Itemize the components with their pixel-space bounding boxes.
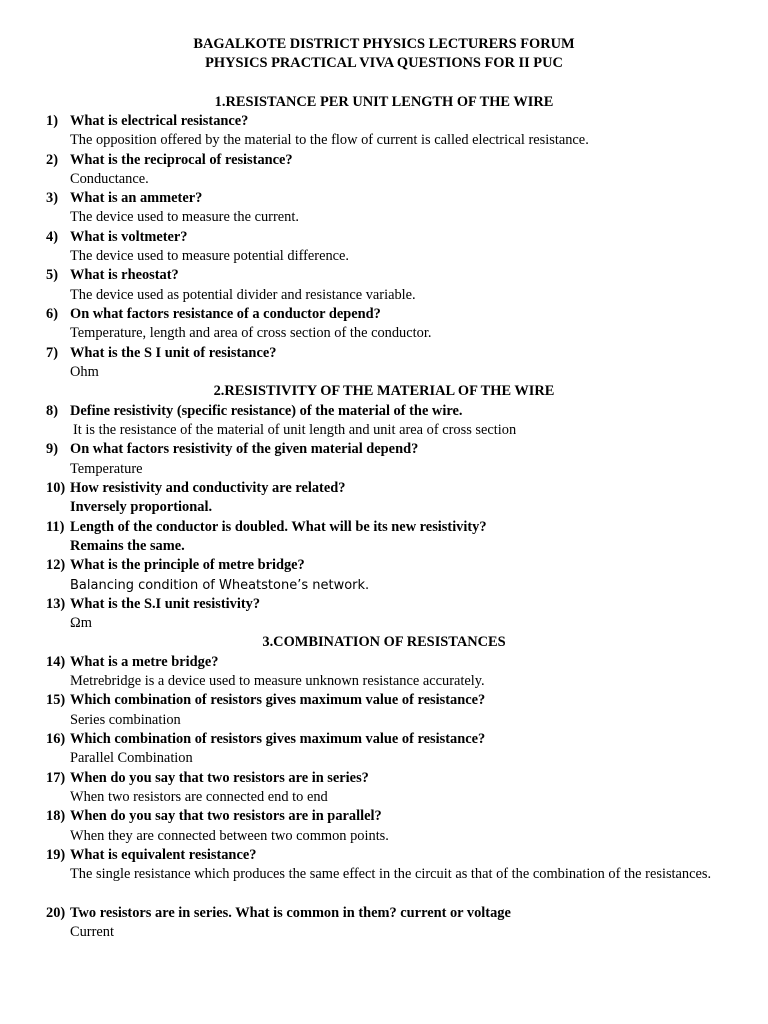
document-subtitle: PHYSICS PRACTICAL VIVA QUESTIONS FOR II PUC: [205, 55, 563, 71]
question-number: 4): [46, 229, 58, 245]
question-text: What is the S I unit of resistance?: [70, 345, 277, 361]
answer-text: Series combination: [70, 712, 181, 728]
answer-text: Temperature: [70, 461, 143, 477]
question-text: Two resistors are in series. What is common in them? current or voltage: [70, 905, 511, 921]
answer-text: The device used as potential divider and resistance variable.: [70, 287, 416, 303]
question-number: 9): [46, 441, 58, 457]
question-text: What is electrical resistance?: [70, 113, 249, 129]
question-text: Which combination of resistors gives maximum value of resistance?: [70, 731, 486, 747]
question-number: 14): [46, 654, 66, 670]
question-text: What is an ammeter?: [70, 190, 203, 206]
answer-text: Inversely proportional.: [70, 499, 213, 515]
question-number: 15): [46, 692, 66, 708]
section-heading-2: 2.RESISTIVITY OF THE MATERIAL OF THE WIRE: [213, 383, 555, 399]
answer-text: Remains the same.: [70, 538, 185, 554]
answer-text: Balancing condition of Wheatstone’s network.: [70, 578, 370, 593]
answer-text: The single resistance which produces the same effect in the circuit as that of the combination of the resistances.: [70, 866, 712, 882]
question-number: 3): [46, 190, 58, 206]
question-text: What is equivalent resistance?: [70, 847, 257, 863]
question-number: 20): [46, 905, 66, 921]
question-text: On what factors resistivity of the given material depend?: [70, 441, 419, 457]
question-number: 7): [46, 345, 58, 361]
section-heading-3: 3.COMBINATION OF RESISTANCES: [262, 634, 506, 650]
question-number: 13): [46, 596, 66, 612]
question-number: 6): [46, 306, 58, 322]
question-text: What is voltmeter?: [70, 229, 188, 245]
section-heading-1: 1.RESISTANCE PER UNIT LENGTH OF THE WIRE: [214, 94, 554, 110]
question-number: 16): [46, 731, 66, 747]
question-number: 2): [46, 152, 58, 168]
question-text: Which combination of resistors gives maximum value of resistance?: [70, 692, 486, 708]
answer-text: Metrebridge is a device used to measure unknown resistance accurately.: [70, 673, 485, 689]
question-text: Define resistivity (specific resistance) of the material of the wire.: [70, 403, 463, 419]
question-number: 5): [46, 267, 58, 283]
question-number: 17): [46, 770, 66, 786]
answer-text: Parallel Combination: [70, 750, 193, 766]
answer-text: The opposition offered by the material to the flow of current is called electrical resistance.: [70, 132, 589, 148]
question-text: What is the principle of metre bridge?: [70, 557, 305, 573]
question-number: 1): [46, 113, 58, 129]
question-number: 11): [46, 519, 65, 535]
answer-text: The device used to measure potential difference.: [70, 248, 350, 264]
question-text: Length of the conductor is doubled. What will be its new resistivity?: [70, 519, 487, 535]
question-number: 19): [46, 847, 66, 863]
document-title: BAGALKOTE DISTRICT PHYSICS LECTURERS FORUM: [193, 36, 575, 52]
answer-text: Ohm: [70, 364, 99, 380]
question-number: 12): [46, 557, 66, 573]
question-number: 18): [46, 808, 66, 824]
question-number: 8): [46, 403, 58, 419]
question-text: On what factors resistance of a conductor depend?: [70, 306, 381, 322]
question-text: What is the S.I unit resistivity?: [70, 596, 261, 612]
question-text: When do you say that two resistors are in series?: [70, 770, 369, 786]
answer-text: Current: [70, 924, 114, 940]
answer-text: The device used to measure the current.: [70, 209, 299, 225]
question-text: When do you say that two resistors are in parallel?: [70, 808, 382, 824]
answer-text: When two resistors are connected end to end: [70, 789, 328, 805]
answer-text: When they are connected between two common points.: [70, 828, 389, 844]
question-number: 10): [46, 480, 66, 496]
answer-text: It is the resistance of the material of unit length and unit area of cross section: [73, 422, 517, 438]
answer-text: Conductance.: [70, 171, 149, 187]
answer-text: Ωm: [70, 615, 92, 631]
question-text: What is rheostat?: [70, 267, 179, 283]
question-text: What is the reciprocal of resistance?: [70, 152, 293, 168]
question-text: What is a metre bridge?: [70, 654, 219, 670]
answer-text: Temperature, length and area of cross section of the conductor.: [70, 325, 432, 341]
question-text: How resistivity and conductivity are related?: [70, 480, 346, 496]
